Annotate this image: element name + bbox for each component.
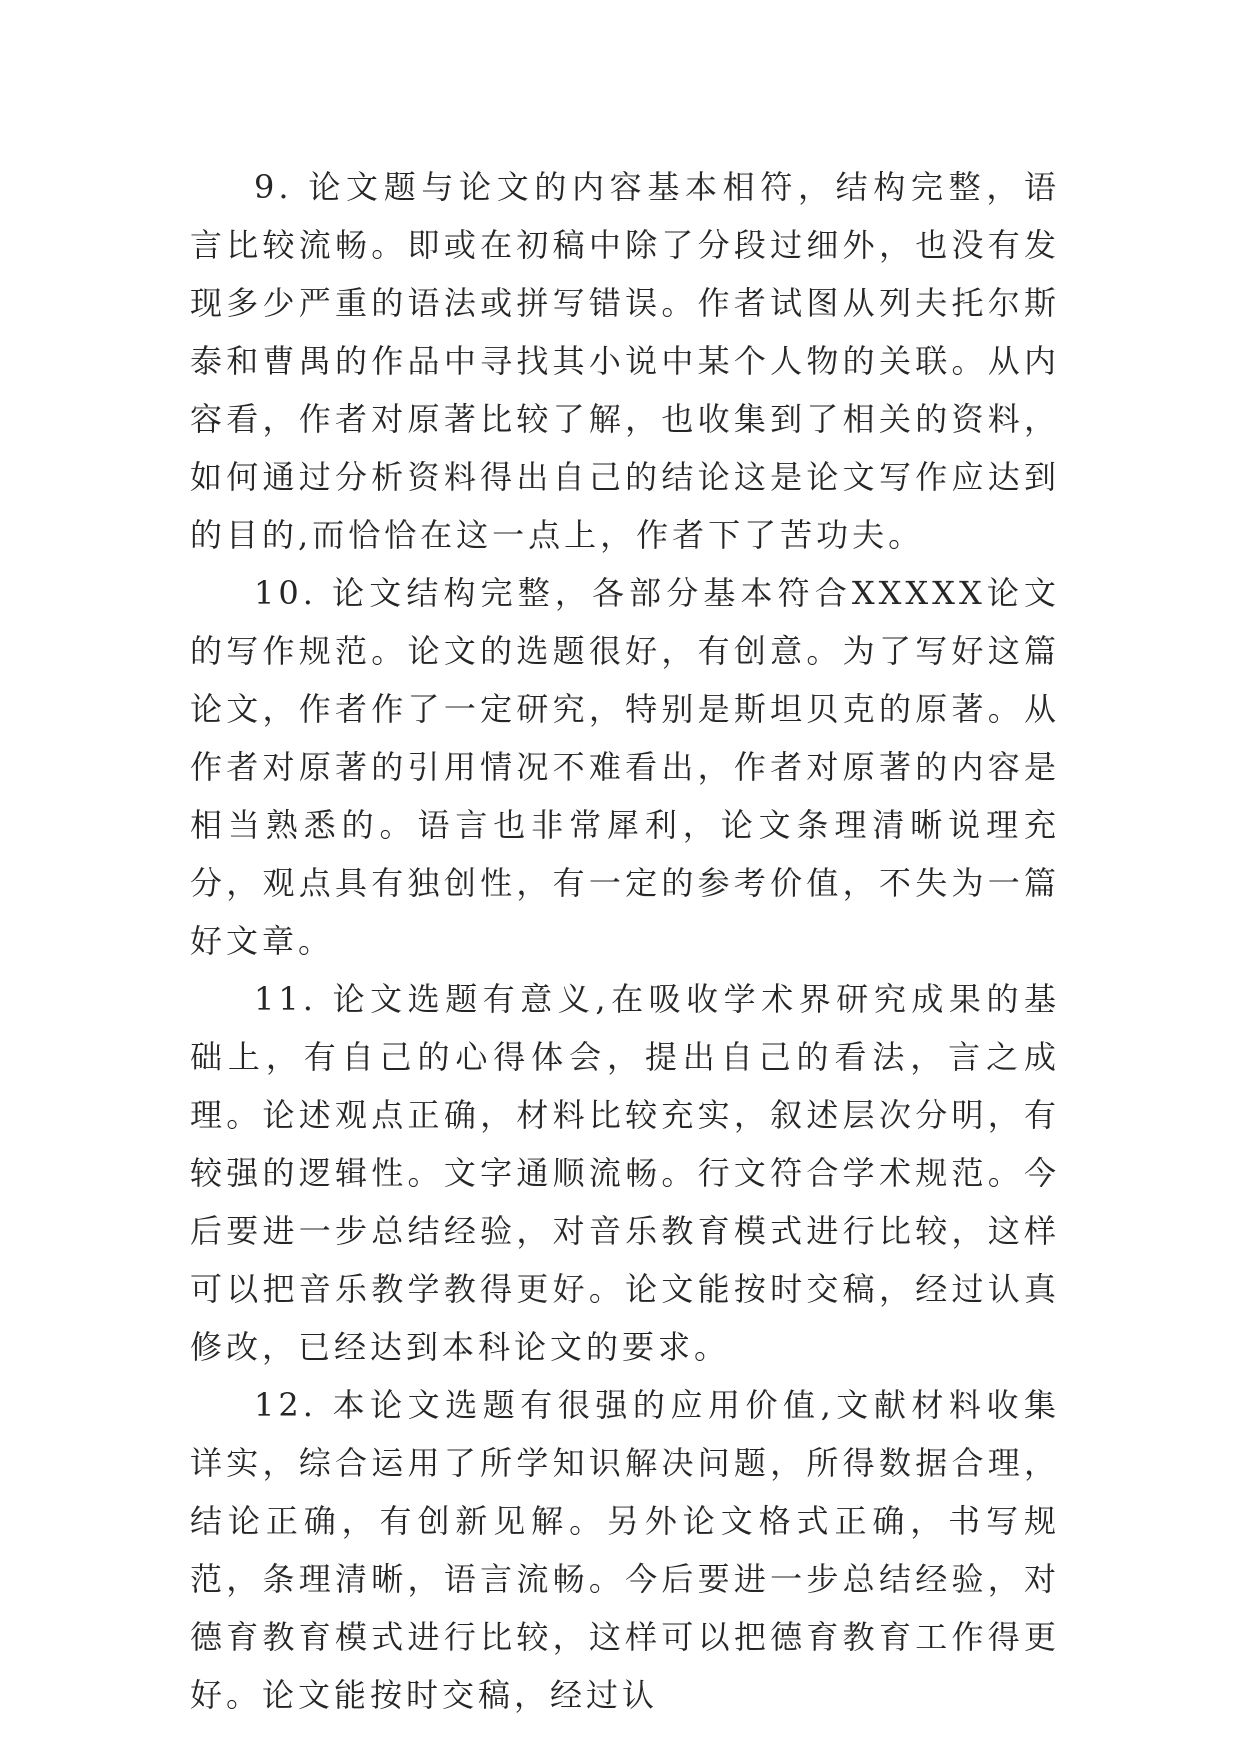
comment-paragraph-9: 9. 论文题与论文的内容基本相符，结构完整，语言比较流畅。即或在初稿中除了分段过细外，也没有发现多少严重的语法或拼写错误。作者试图从列夫托尔斯泰和曹禺的作品中寻找其小说中某个人物的关联。从内容看，作者对原著比较了解，也收集到了相关的资料，如何通过分析资料得出自己的结论这是论文写作应达到的目的,而恰恰在这一点上，作者下了苦功夫。 <box>190 168 1060 554</box>
comment-paragraph-10: 10. 论文结构完整，各部分基本符合XXXXX论文的写作规范。论文的选题很好，有创意。为了写好这篇论文，作者作了一定研究，特别是斯坦贝克的原著。从作者对原著的引用情况不难看出，作者对原著的内容是相当熟悉的。语言也非常犀利，论文条理清晰说理充分，观点具有独创性，有一定的参考价值，不失为一篇好文章。 <box>190 574 1060 960</box>
document-body <box>190 158 1060 1724</box>
comment-paragraph-12: 12. 本论文选题有很强的应用价值,文献材料收集详实，综合运用了所学知识解决问题，所得数据合理，结论正确，有创新见解。另外论文格式正确，书写规范，条理清晰，语言流畅。今后要进一步总结经验，对德育教育模式进行比较，这样可以把德育教育工作得更好。论文能按时交稿，经过认 <box>190 1386 1060 1714</box>
comment-paragraph-11: 11. 论文选题有意义,在吸收学术界研究成果的基础上，有自己的心得体会，提出自己的看法，言之成理。论述观点正确，材料比较充实，叙述层次分明，有较强的逻辑性。文字通顺流畅。行文符合学术规范。今后要进一步总结经验，对音乐教育模式进行比较，这样可以把音乐教学教得更好。论文能按时交稿，经过认真修改，已经达到本科论文的要求。 <box>190 980 1060 1366</box>
